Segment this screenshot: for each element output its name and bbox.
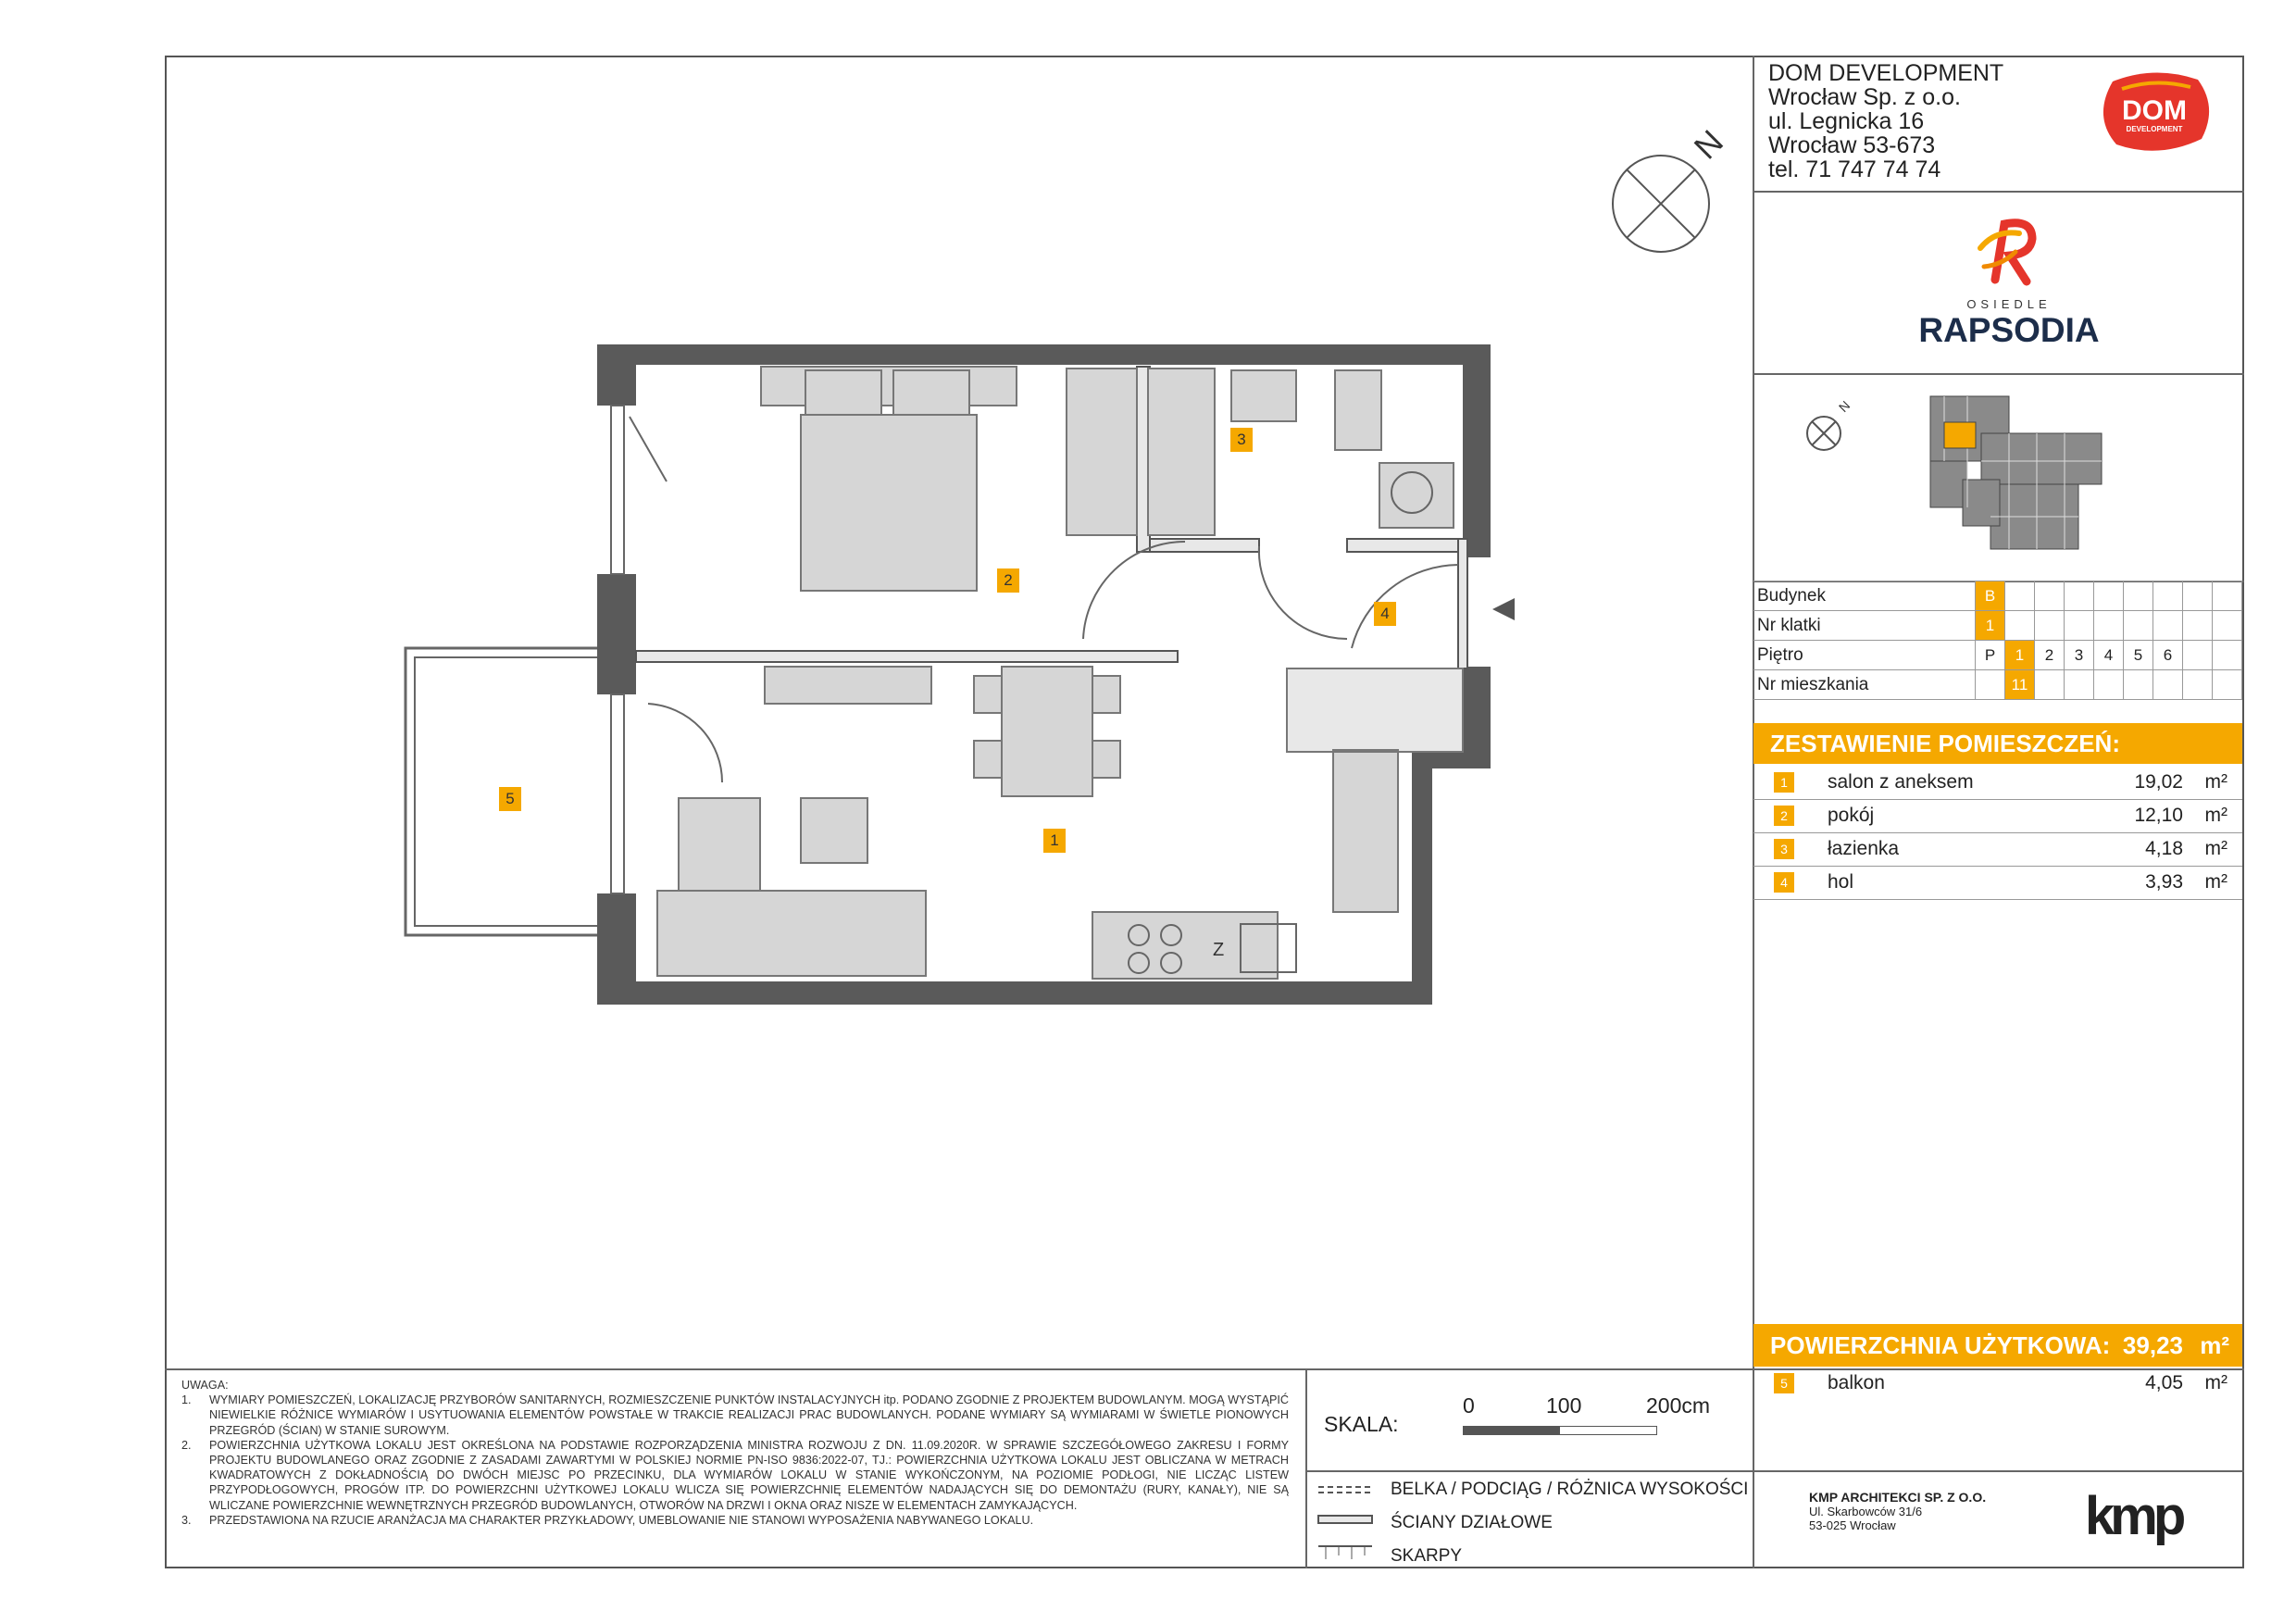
company-address: ul. Legnicka 16 [1768,108,1925,134]
plan-marker-4: 4 [1374,602,1396,626]
toilet [1335,370,1381,450]
kmp-logo: kmp [2085,1486,2182,1546]
room-name: hol [1828,871,1854,893]
bathtub [1148,369,1215,535]
info-cell [1976,670,2005,700]
architect-info [1809,1491,1986,1532]
room-unit: m² [2204,771,2227,793]
company-city: Wrocław 53-673 [1768,132,1936,158]
scale-tick-100: 100 [1546,1393,1582,1418]
room-name: pokój [1828,805,1875,826]
room-num: 4 [1774,872,1794,893]
usable-area-label: POWIERZCHNIA UŻYTKOWA: [1770,1331,2111,1359]
dining-table [1002,667,1092,796]
room-row [1753,799,2242,833]
company-phone: tel. 71 747 74 74 [1768,156,1941,182]
room-unit: m² [2204,805,2227,826]
scale-bar [1463,1426,1657,1435]
divider [1753,191,2244,193]
bed [801,415,977,591]
info-cell [2183,670,2213,700]
legend-symbols [1316,1481,1381,1565]
info-cell [2213,611,2242,641]
room-area: 4,18 [2145,838,2183,859]
plan-marker-3: 3 [1230,428,1253,452]
note-item [181,1513,1289,1528]
key-plan-highlight [1944,422,1976,448]
info-cell: 5 [2124,641,2153,670]
plan-marker-2: 2 [997,568,1019,593]
info-cell [2005,581,2035,611]
location-table [1753,581,2242,700]
info-cell [2183,581,2213,611]
floor-plan [389,333,1555,1037]
info-cell [2065,670,2094,700]
info-cell [2094,670,2124,700]
info-row [1753,611,2242,641]
info-cell: 1 [1976,611,2005,641]
fridge [1333,750,1398,912]
info-cell [2094,611,2124,641]
notes-block [181,1378,1289,1528]
room-num: 3 [1774,839,1794,859]
room-unit: m² [2204,838,2227,859]
coffee-table [801,798,867,863]
note-number: 3. [181,1513,192,1527]
room-row [1753,766,2242,800]
kitchen-z-label: Z [1213,940,1225,960]
info-cell [2124,611,2153,641]
usable-area-unit: m² [2200,1331,2229,1359]
info-cell [2065,611,2094,641]
balcony-name: balkon [1828,1372,1885,1393]
note-item [181,1438,1289,1513]
info-cell [2035,670,2065,700]
info-cell: 2 [2035,641,2065,670]
room-area: 3,93 [2145,871,2183,893]
room-num: 2 [1774,806,1794,826]
info-cell [2094,581,2124,611]
info-cell: P [1976,641,2005,670]
info-cell: 6 [2153,641,2183,670]
note-text: POWIERZCHNIA UŻYTKOWA LOKALU JEST OKREŚLONA NA PODSTAWIE ROZPORZĄDZENIA MINISTRA ROZWOJU Z DN. 11.09.2020R. W SPRAWIE SZCZEGÓŁOWEGO ZAKRESU I FORMY PROJEKTU BUDOWLANEGO ORAZ ZGODNIE Z ZASADAMI ZAWARTYMI W POLSKIEJ NORMIE PN-ISO 9836:2022-07, TJ.: POWIERZCHNIA UŻYTKOWA LOKALU JEST OBLICZANA W METRACH KWADRATOWYCH Z DOKŁADNOŚCIĄ DO DWÓCH MIEJSC PO PRZECINKU, DLA WYMIARÓW LOKALU W STANIE WYKOŃCZONYM, NA POZIOMIE PODŁOGI, NIE LICZĄC LISTEW PRZYPODŁOGOWYCH, PROGÓW ITP. DO POWIERZCHNI UŻYTKOWEJ LOKALU WLICZA SIĘ POWIERZCHNIĘ ELEMENTÓW NADAJĄCYCH SIĘ DO DEMONTAŻU (RURY, KANAŁY), NIE SĄ WLICZANE POWIERZCHNIE WEWNĘTRZNYCH PRZEGRÓD BUDOWLANYCH, OTWORÓW NA DRZWI I OKNA ORAZ NISZE W ELEMENTACH ZAMYKAJĄCYCH. [209,1438,1289,1512]
info-cell [2005,611,2035,641]
plan-marker-5: 5 [499,787,521,811]
room-name: łazienka [1828,838,1900,859]
info-cell [2124,670,2153,700]
company-line2: Wrocław Sp. z o.o. [1768,84,1961,110]
rapsodia-logo [1916,211,2102,359]
info-cell: 1 [2005,641,2035,670]
divider [1753,373,2244,375]
note-text: WYMIARY POMIESZCZEŃ, LOKALIZACJĘ PRZYBORÓW SANITARNYCH, ROZMIESZCZENIE PUNKTÓW INSTALACYJNYCH itp. PODANO ZGODNIE Z PROJEKTEM BUDOWLANYM. MOGĄ WYSTĄPIĆ NIEWIELKIE RÓŻNICE WYMIARÓW I USYTUOWANIA ELEMENTÓW POWSTAŁE W TRAKCIE REALIZACJI PRAC BUDOWLANYCH. PODANE WYMIARY SĄ WYMIARAMI W ŚWIETLE PIONOWYCH PRZEGRÓD (ŚCIAN) W STANIE SUROWYM. [209,1393,1289,1437]
tv-cabinet [765,667,931,704]
room-name: salon z aneksem [1828,771,1974,793]
architect-city: 53-025 Wrocław [1809,1518,1896,1532]
room-row [1753,832,2242,867]
company-info [1768,61,2003,181]
info-row [1753,641,2242,670]
kitchen-counter [1092,912,1278,979]
scale-tick-0: 0 [1463,1393,1475,1418]
info-cell [2035,581,2065,611]
info-cell: B [1976,581,2005,611]
balcony-row [1753,1367,2242,1400]
scale-tick-200: 200cm [1646,1393,1711,1418]
key-plan [1796,387,2139,563]
dom-logo-subtext: DEVELOPMENT [2126,125,2183,133]
info-label: Nr mieszkania [1753,670,1976,700]
rapsodia-r-icon [1967,211,2051,289]
divider [1305,1470,2244,1472]
plan-marker-1: 1 [1043,829,1066,853]
room-unit: m² [2204,871,2227,893]
architect-name: KMP ARCHITEKCI SP. Z O.O. [1809,1490,1987,1505]
info-cell [2124,581,2153,611]
legend-partition-walls: ŚCIANY DZIAŁOWE [1391,1513,1553,1532]
sink [1231,370,1296,421]
divider [1305,1368,1307,1568]
wardrobe [1067,369,1137,535]
company-name: DOM DEVELOPMENT [1768,60,2004,86]
room-num: 1 [1774,772,1794,793]
architect-street: Ul. Skarbowców 31/6 [1809,1505,1923,1518]
svg-text:N: N [1835,397,1853,416]
info-cell: 3 [2065,641,2094,670]
estate-prefix: OSIEDLE [1966,297,2052,311]
usable-area-value: 39,23 [2122,1331,2183,1359]
info-cell [2183,641,2213,670]
north-compass-icon [1611,117,1750,265]
info-cell [2153,611,2183,641]
info-cell: 4 [2094,641,2124,670]
info-label: Budynek [1753,581,1976,611]
info-row [1753,670,2242,700]
info-cell [2035,611,2065,641]
info-cell [2213,670,2242,700]
rooms-header: ZESTAWIENIE POMIESZCZEŃ: [1753,723,2242,764]
north-label: N [1686,122,1731,167]
usable-area-bar [1753,1324,2242,1367]
balcony-area: 4,05 [2145,1372,2183,1393]
balcony-number: 5 [1774,1373,1794,1393]
room-area: 19,02 [2134,771,2183,793]
info-cell [2183,611,2213,641]
legend-slopes: SKARPY [1391,1546,1463,1566]
dom-development-logo [2094,70,2215,154]
info-cell: 11 [2005,670,2035,700]
scale-label: SKALA: [1324,1412,1399,1436]
room-row [1753,866,2242,900]
legend-beam: BELKA / PODCIĄG / RÓŻNICA WYSOKOŚCI [1391,1480,1749,1499]
sofa [657,891,926,976]
note-number: 1. [181,1393,192,1407]
dom-logo-text: DOM [2122,95,2187,126]
info-cell [2153,670,2183,700]
entrance-arrow-icon [1492,598,1515,620]
note-text: PRZEDSTAWIONA NA RZUCIE ARANŻACJA MA CHARAKTER PRZYKŁADOWY, UMEBLOWANIE NIE STANOWI WYPOSAŻENIA NABYWANEGO LOKALU. [209,1513,1034,1527]
note-number: 2. [181,1438,192,1452]
info-label: Nr klatki [1753,611,1976,641]
info-cell [2065,581,2094,611]
estate-name: RAPSODIA [1918,311,2100,349]
room-area: 12,10 [2134,805,2183,826]
note-item [181,1393,1289,1438]
info-row [1753,581,2242,611]
info-cell [2213,581,2242,611]
headboard [761,367,1017,406]
balcony-unit: m² [2204,1372,2227,1393]
notes-title: UWAGA: [181,1379,229,1392]
info-cell [2153,581,2183,611]
info-cell [2213,641,2242,670]
info-label: Piętro [1753,641,1976,670]
key-plan-compass-icon [1807,398,1853,450]
